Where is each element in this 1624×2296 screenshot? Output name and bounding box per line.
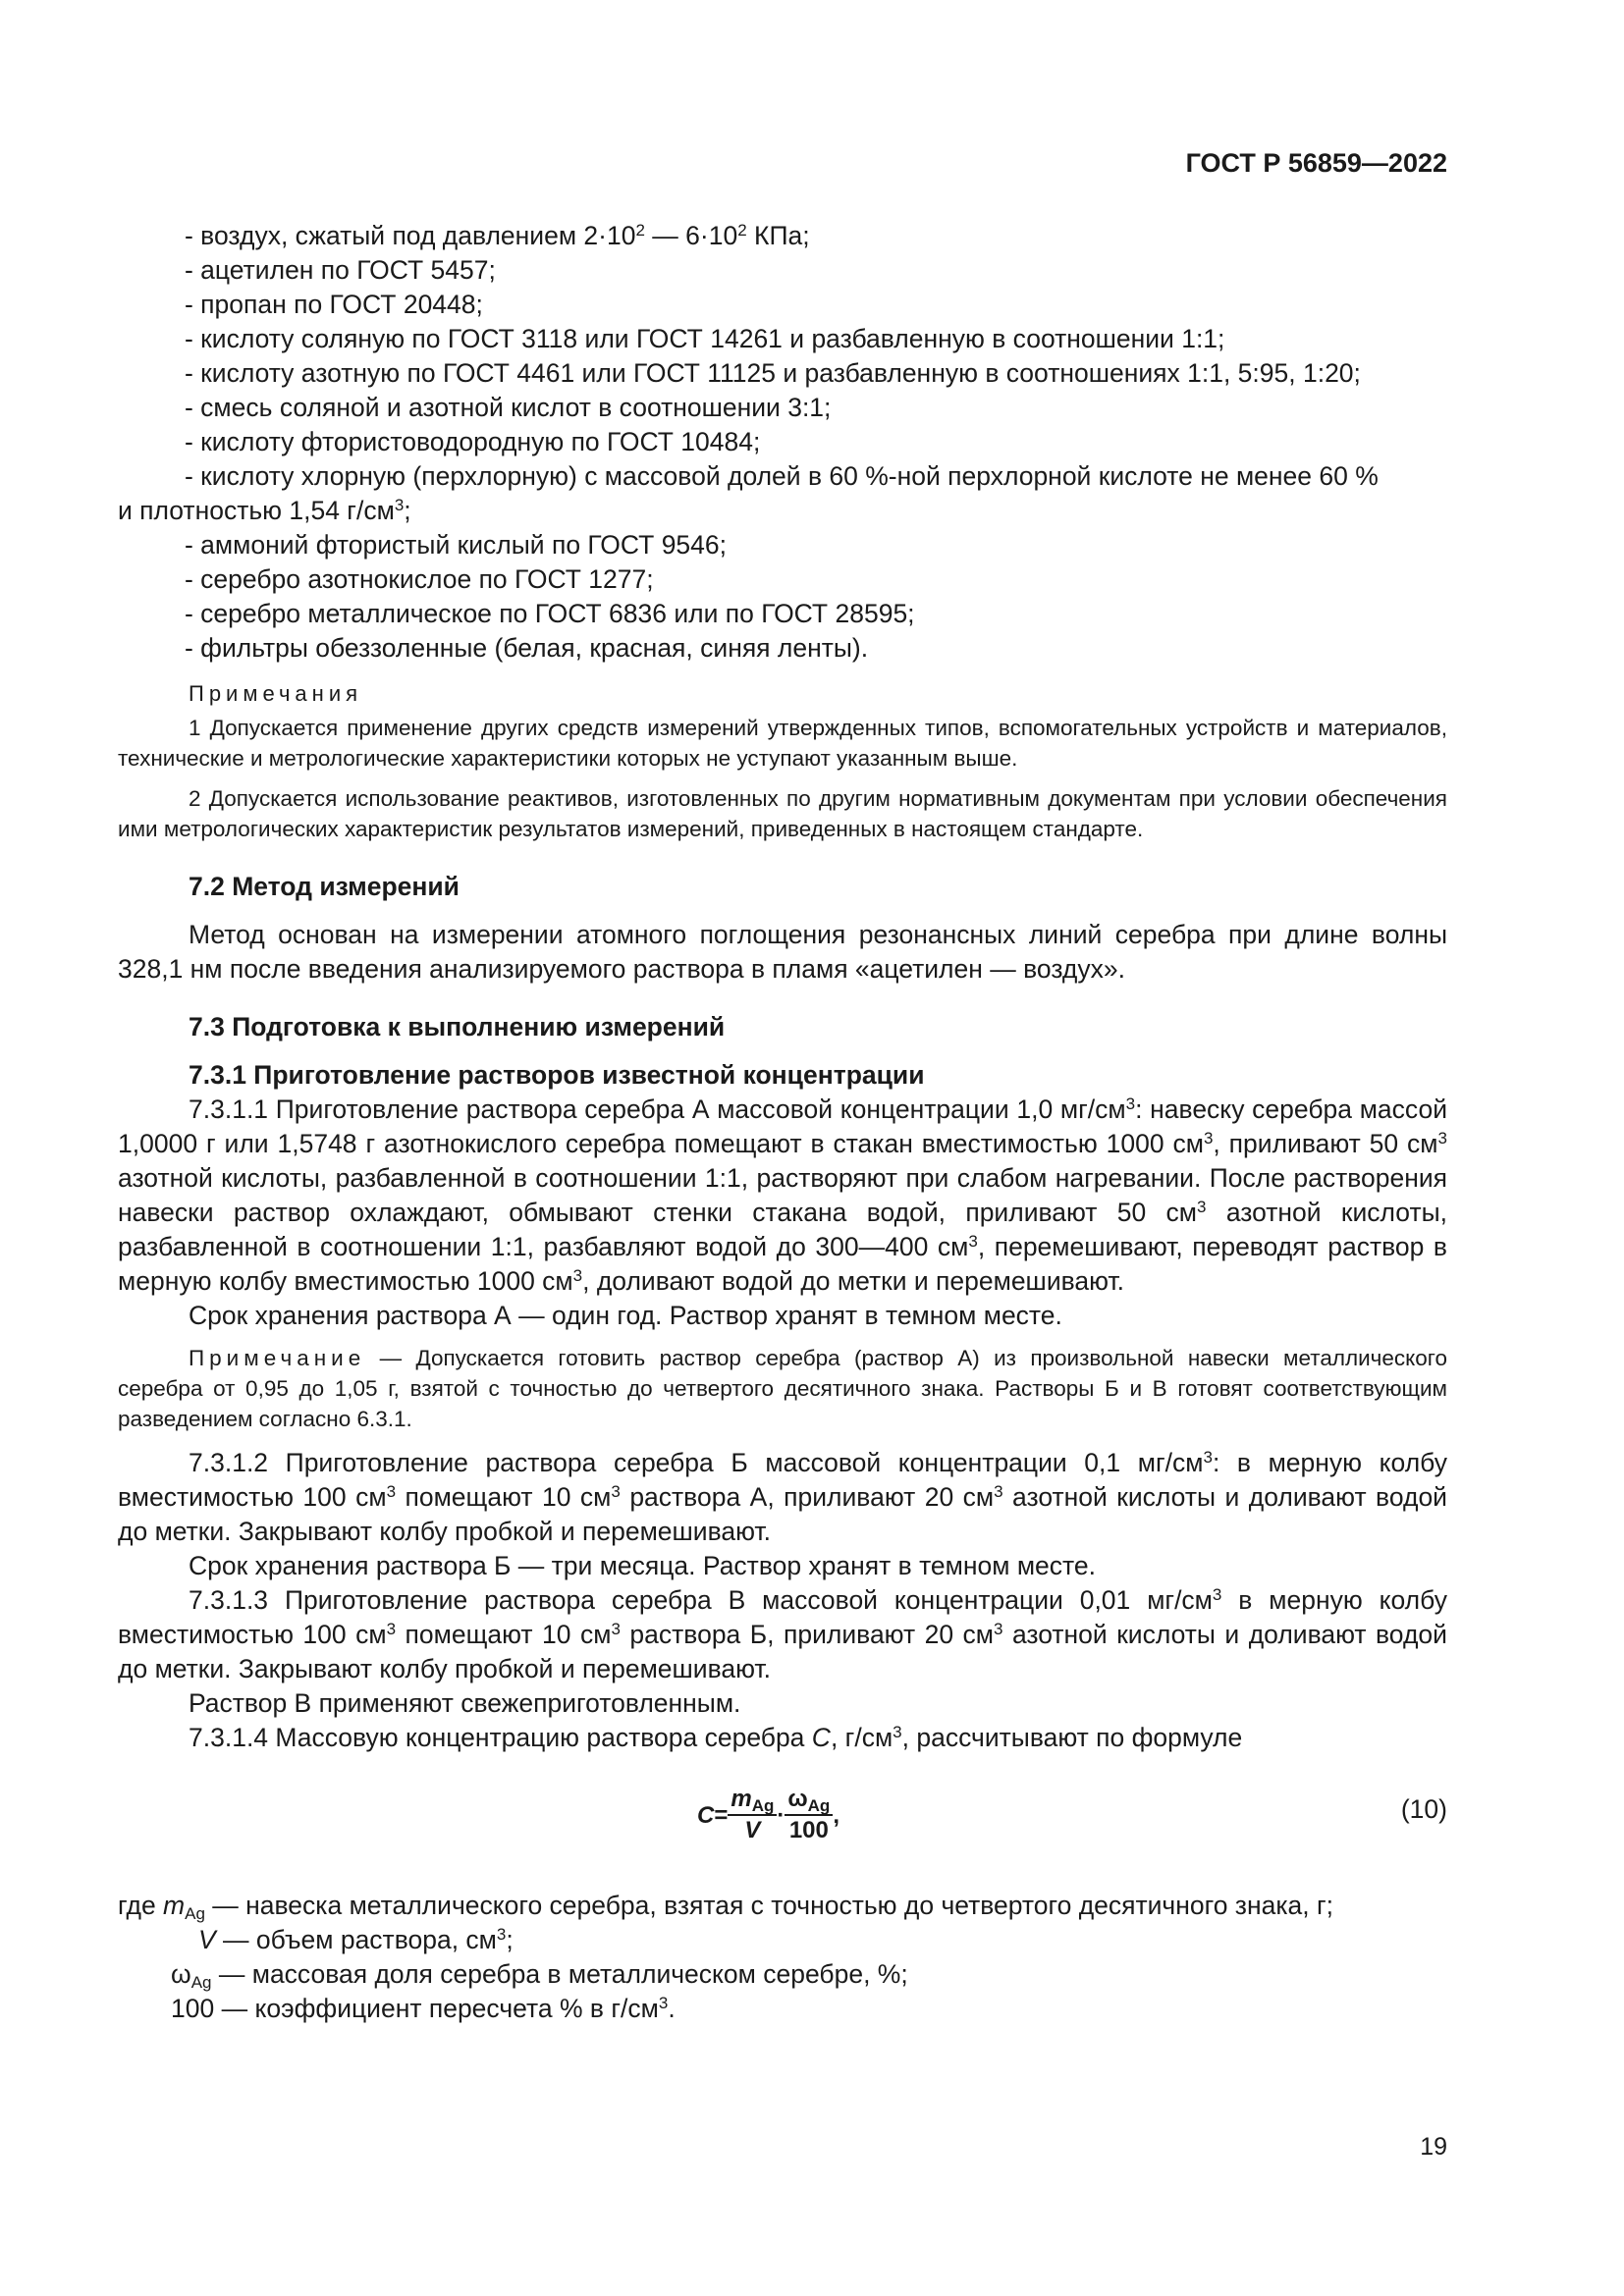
symbol-m: m — [731, 1786, 752, 1812]
note-1: 1 Допускается применение других средств измерений утвержденных типов, вспомогательных устройств и материалов, технические и метрологические характеристики которых не уступают указанным выше. — [118, 716, 1447, 771]
list-item-text: — 6·10 — [644, 221, 738, 250]
text: , приливают 50 см — [1213, 1129, 1438, 1158]
list-item: - ацетилен по ГОСТ 5457; — [185, 255, 496, 285]
paragraph-7-3-1-3 — [118, 1583, 1447, 1686]
text: , г/см — [830, 1723, 893, 1752]
note-2: 2 Допускается использование реактивов, изготовленных по другим нормативным документам при условии обеспечения ими метрологических характеристик результатов измерений, приведенных в настоящем стандарте. — [118, 786, 1447, 841]
section-7-2-text: Метод основан на измерении атомного поглощения резонансных линий серебра при длине волны 328,1 нм после введения анализируемого раствора в пламя «ацетилен — воздух». — [118, 920, 1447, 984]
superscript: 2 — [737, 221, 747, 240]
list-item: - кислоту азотную по ГОСТ 4461 или ГОСТ 11125 и разбавленную в соотношениях 1:1, 5:95, 1:20; — [185, 358, 1361, 388]
text: азотной кислоты, разбавленной в соотношении 1:1, растворяют при слабом нагревании. После растворения навески раствор охлаждают, обмывают стенки стакана водой, приливают 50 см — [118, 1163, 1447, 1227]
text: в мерную колбу вместимостью 100 см — [118, 1585, 1447, 1649]
text: , рассчитывают по формуле — [901, 1723, 1243, 1752]
formula-lhs: C — [697, 1801, 715, 1829]
superscript: 3 — [611, 1482, 621, 1501]
superscript: 3 — [611, 1620, 621, 1638]
fraction-mass-volume — [728, 1785, 777, 1845]
subscript: Ag — [751, 1796, 775, 1815]
section-7-2-title: 7.2 Метод измерений — [189, 872, 460, 901]
superscript: 3 — [1197, 1198, 1207, 1216]
text: где — [118, 1891, 164, 1920]
formula-comma: , — [833, 1801, 839, 1829]
storage-b: Срок хранения раствора Б — три месяца. Раствор хранят в темном месте. — [189, 1551, 1096, 1580]
definition-m — [118, 1889, 1447, 1923]
paragraph-7-3-1-2 — [118, 1446, 1447, 1549]
text: 7.3.1.4 Массовую концентрацию раствора серебра — [189, 1723, 812, 1752]
text: 7.3.1.3 Приготовление раствора серебра В массовой концентрации 0,01 мг/см — [189, 1585, 1213, 1615]
note-label: Примечание — [189, 1346, 366, 1370]
definition-omega — [118, 1957, 1447, 1992]
list-item-text: - воздух, сжатый под давлением 2·10 — [185, 221, 636, 250]
symbol-m: m — [163, 1891, 186, 1920]
symbol-omega: ω — [787, 1786, 808, 1812]
text: помещают 10 см — [396, 1620, 612, 1649]
text: — коэффициент пересчета % в г/см — [214, 1994, 659, 2023]
text: помещают 10 см — [396, 1482, 612, 1512]
fraction-denominator: V — [744, 1817, 761, 1843]
formula-body — [697, 1785, 839, 1845]
superscript: 3 — [1203, 1448, 1213, 1467]
superscript: 3 — [1125, 1095, 1136, 1113]
list-item-continuation: и плотностью 1,54 $г/см^3$; — [118, 496, 411, 525]
superscript: 3 — [394, 496, 405, 514]
paragraph-7-3-1-4 — [118, 1721, 1447, 1755]
list-item-air — [118, 219, 1447, 253]
list-item: - смесь соляной и азотной кислот в соотношении 3:1; — [185, 393, 832, 422]
notes-heading: Примечания — [189, 681, 363, 706]
formula-dot: · — [777, 1801, 785, 1829]
section-7-3-1-title: 7.3.1 Приготовление растворов известной концентрации — [189, 1060, 925, 1090]
definition-v — [118, 1923, 1447, 1957]
list-item: - кислоту фтористоводородную по ГОСТ 10484; — [185, 427, 761, 456]
text: , перемешивают, переводят раствор в мерную колбу вместимостью 1000 см — [118, 1232, 1448, 1296]
formula-equals: = — [714, 1801, 729, 1829]
superscript: 3 — [1203, 1129, 1214, 1148]
superscript: 3 — [496, 1925, 507, 1944]
page-content — [118, 219, 1447, 2026]
variable-c: C — [811, 1723, 831, 1752]
superscript: 3 — [893, 1723, 902, 1741]
text: . — [668, 1994, 676, 2023]
superscript: 3 — [658, 1994, 669, 2012]
text: : навеску серебра массой 1,0000 г или 1,5748 г азотнокислого серебра помещают в стакан вместимостью 1000 см — [118, 1095, 1447, 1158]
list-item: - пропан по ГОСТ 20448; — [185, 290, 483, 319]
text: раствора Б, приливают 20 см — [620, 1620, 995, 1649]
list-item: - кислоту соляную по ГОСТ 3118 или ГОСТ 14261 и разбавленную в соотношении 1:1; — [185, 324, 1225, 353]
list-item-text: КПа; — [746, 221, 810, 250]
text: , доливают водой до метки и перемешивают. — [582, 1266, 1124, 1296]
superscript: 3 — [386, 1620, 397, 1638]
formula-10 — [118, 1775, 1447, 1873]
document-page — [118, 0, 1447, 2296]
list-item: - кислоту хлорную (перхлорную) с массовой долей в 60 %-ной перхлорной кислоте не менее 60 % — [185, 461, 1379, 491]
paragraph-7-3-1-1 — [118, 1093, 1447, 1299]
text: — массовая доля серебра в металлическом серебре, %; — [211, 1959, 908, 1989]
text: ; — [506, 1925, 514, 1954]
inline-note — [118, 1343, 1447, 1434]
text: 7.3.1.1 Приготовление раствора серебра А массовой концентрации 1,0 мг/см — [189, 1095, 1126, 1124]
text: : в мерную колбу вместимостью 100 см — [118, 1448, 1447, 1512]
text: 7.3.1.2 Приготовление раствора серебра Б массовой концентрации 0,1 мг/см — [189, 1448, 1204, 1477]
fraction-omega — [785, 1785, 833, 1845]
superscript: 3 — [994, 1620, 1003, 1638]
superscript: 3 — [968, 1232, 978, 1251]
text: азотной кислоты и доливают водой до метки. Закрывают колбу пробкой и перемешивают. — [118, 1620, 1447, 1683]
list-item: - фильтры обеззоленные (белая, красная, синяя ленты). — [185, 633, 869, 663]
superscript: 3 — [994, 1482, 1003, 1501]
formula-number: (10) — [1400, 1794, 1447, 1824]
superscript: 3 — [1437, 1129, 1447, 1148]
symbol-v: V — [198, 1925, 216, 1954]
text: раствора А, приливают 20 см — [620, 1482, 995, 1512]
superscript: 3 — [386, 1482, 397, 1501]
section-7-3-title: 7.3 Подготовка к выполнению измерений — [189, 1012, 726, 1041]
list-item: - аммоний фтористый кислый по ГОСТ 9546; — [185, 530, 728, 560]
superscript: 2 — [635, 221, 645, 240]
symbol-100: 100 — [171, 1994, 215, 2023]
list-item: - серебро металлическое по ГОСТ 6836 или по ГОСТ 28595; — [185, 599, 915, 628]
superscript: 3 — [572, 1266, 583, 1285]
text: — навеска металлического серебра, взятая с точностью до четвертого десятичного знака, г; — [204, 1891, 1333, 1920]
superscript: 3 — [1212, 1585, 1222, 1604]
subscript: Ag — [190, 1973, 212, 1992]
fraction-denominator: 100 — [788, 1817, 829, 1843]
subscript: Ag — [807, 1796, 831, 1815]
text: азотной кислоты и доливают водой до метки. Закрывают колбу пробкой и перемешивают. — [118, 1482, 1447, 1546]
note-text: — Допускается готовить раствор серебра (раствор А) из произвольной навески металлического серебра от 0,95 до 1,05 г, взятой с точностью до четвертого десятичного знака. Растворы Б и В готовят соответствующим разведением согласно 6.3.1. — [118, 1346, 1447, 1431]
formula-definitions — [118, 1889, 1447, 2026]
symbol-omega: ω — [171, 1959, 191, 1989]
fraction-numerator — [785, 1785, 833, 1816]
storage-a: Срок хранения раствора А — один год. Раствор хранят в темном месте. — [189, 1301, 1062, 1330]
fraction-numerator — [728, 1785, 777, 1816]
list-item: - серебро азотнокислое по ГОСТ 1277; — [185, 564, 654, 594]
list-item-text: и плотностью 1,54 г/см — [118, 496, 395, 525]
subscript: Ag — [185, 1904, 205, 1923]
standard-header: ГОСТ Р 56859—2022 — [1185, 148, 1447, 178]
page-number: 19 — [1420, 2133, 1447, 2161]
text: азотной кислоты, разбавленной в соотношении 1:1, разбавляют водой до 300—400 см — [118, 1198, 1447, 1261]
definition-100 — [118, 1992, 1447, 2026]
text: — объем раствора, см — [215, 1925, 497, 1954]
fresh-v: Раствор В применяют свежеприготовленным. — [189, 1688, 741, 1718]
